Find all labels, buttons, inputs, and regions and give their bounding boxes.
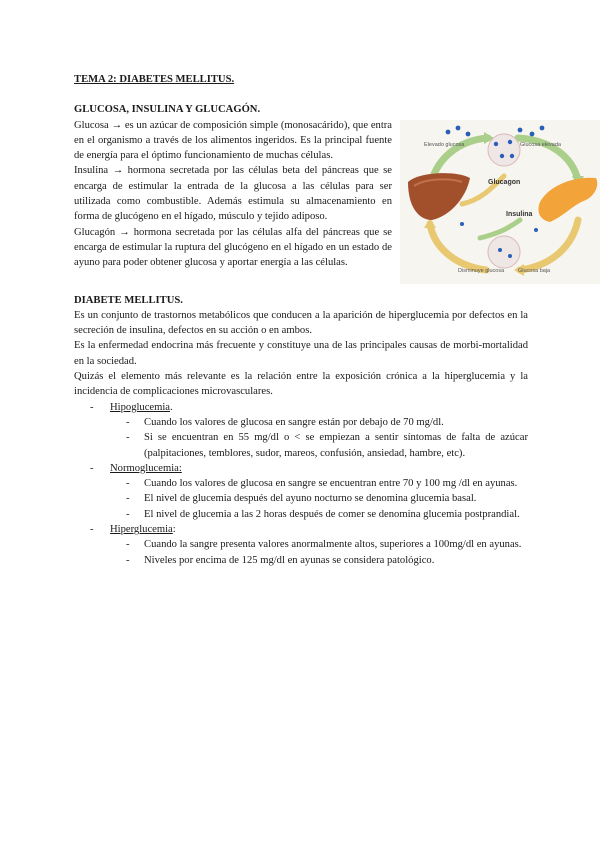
paragraph-glucosa: Glucosa → es un azúcar de composición simple (monosacárido), que entra en el organismo a través de los alimentos ingeridos. Es la principal fuente de energía para el óptimo funcionamiento de muchas células. xyxy=(74,119,392,162)
list-bullet: - xyxy=(90,524,94,536)
term-hipoglucemia: Hipoglucemia xyxy=(110,401,171,413)
list-bullet: - xyxy=(126,493,130,505)
list-bullet: - xyxy=(126,508,130,520)
list-subitem xyxy=(74,553,528,568)
section-heading-glucosa: GLUCOSA, INSULINA Y GLUCAGÓN. xyxy=(74,104,261,116)
term-suffix: . xyxy=(170,401,173,413)
list-bullet: - xyxy=(126,478,130,490)
list-subitem xyxy=(74,491,528,506)
term-hiperglucemia: Hiperglucemia xyxy=(110,524,173,536)
label-top-left: Elevado glucosa xyxy=(424,141,465,148)
list-subitem xyxy=(74,476,528,491)
paragraph-definition: Es un conjunto de trastornos metabólicos que conducen a la aparición de hiperglucemia por defectos en la secreción de insulina, defectos en su acción o en ambos. xyxy=(74,309,528,337)
list-item-normoglucemia xyxy=(74,461,528,476)
list-subitem xyxy=(74,507,528,522)
list-item-hiperglucemia xyxy=(74,522,528,537)
list-subitem xyxy=(74,537,528,552)
list-bullet: - xyxy=(126,554,130,566)
list-bullet: - xyxy=(126,416,130,428)
subitem-text: El nivel de glucemia a las 2 horas después de comer se denomina glucemia postprandial. xyxy=(144,508,520,520)
subitem-text: Si se encuentran en 55 mg/dl o < se empiezan a sentir síntomas de falta de azúcar (palpitaciones, temblores, sudor, mareos, confusión, ansiedad, hambre, etc). xyxy=(144,432,528,459)
subitem-text: Niveles por encima de 125 mg/dl en ayunas se considera patológico. xyxy=(144,554,435,566)
list-bullet: - xyxy=(126,432,130,444)
document-title: TEMA 2: DIABETES MELLITUS. xyxy=(74,74,235,85)
term-normoglucemia: Normoglucemia: xyxy=(110,462,182,474)
subitem-text: Cuando los valores de glucosa en sangre se encuentran entre 70 y 100 mg /dl en ayunas. xyxy=(144,478,518,490)
label-bottom-left: Disminuye glucosa xyxy=(458,267,505,274)
list-bullet: - xyxy=(90,401,94,413)
list-bullet: - xyxy=(90,462,94,474)
list-subitem xyxy=(74,415,528,430)
label-top-right: Glucosa elevada xyxy=(520,141,561,148)
list-item-hipoglucemia xyxy=(74,400,528,415)
subitem-text: Cuando la sangre presenta valores anormalmente altos, superiores a 100mg/dl en ayunas. xyxy=(144,539,522,551)
glucose-regulation-diagram xyxy=(400,120,600,284)
subitem-text: El nivel de glucemia después del ayuno nocturno se denomina glucemia basal. xyxy=(144,493,477,505)
list-bullet: - xyxy=(126,539,130,551)
intro-text xyxy=(74,118,392,271)
label-insulina: Insulina xyxy=(506,210,533,218)
paragraph-insulina: Insulina → hormona secretada por las células beta del páncreas que se encarga de estimular la entrada de la glucosa a las células para ser utilizada como combustible. Además estimula su almacenamiento en forma de glucógeno en el hígado, músculo y tejido adiposo. xyxy=(74,165,392,223)
section-heading-diabetes: DIABETE MELLITUS. xyxy=(74,294,183,306)
glycemia-list xyxy=(74,400,528,568)
list-subitem xyxy=(74,430,528,461)
paragraph-frequency: Es la enfermedad endocrina más frecuente y constituye una de las principales causas de morbi-mortalidad en la sociedad. xyxy=(74,340,528,367)
term-suffix: : xyxy=(172,524,176,536)
document-page xyxy=(74,72,561,568)
label-glucagon: Glucagon xyxy=(488,178,521,186)
label-bottom-right: Glucosa baja xyxy=(518,267,551,274)
intro-block xyxy=(74,118,561,274)
paragraph-glucagon: Glucagón → hormona secretada por las células alfa del páncreas que se encarga de estimular la ruptura del glucógeno en el hígado en un estado de ayuno para poder obtener glucosa y aportar energía a las células. xyxy=(74,226,392,269)
subitem-text: Cuando los valores de glucosa en sangre están por debajo de 70 mg/dl. xyxy=(144,416,444,428)
paragraph-complications: Quizás el elemento más relevante es la relación entre la exposición crónica a la hiperglucemia y la incidencia de complicaciones microvasculares. xyxy=(74,371,528,398)
